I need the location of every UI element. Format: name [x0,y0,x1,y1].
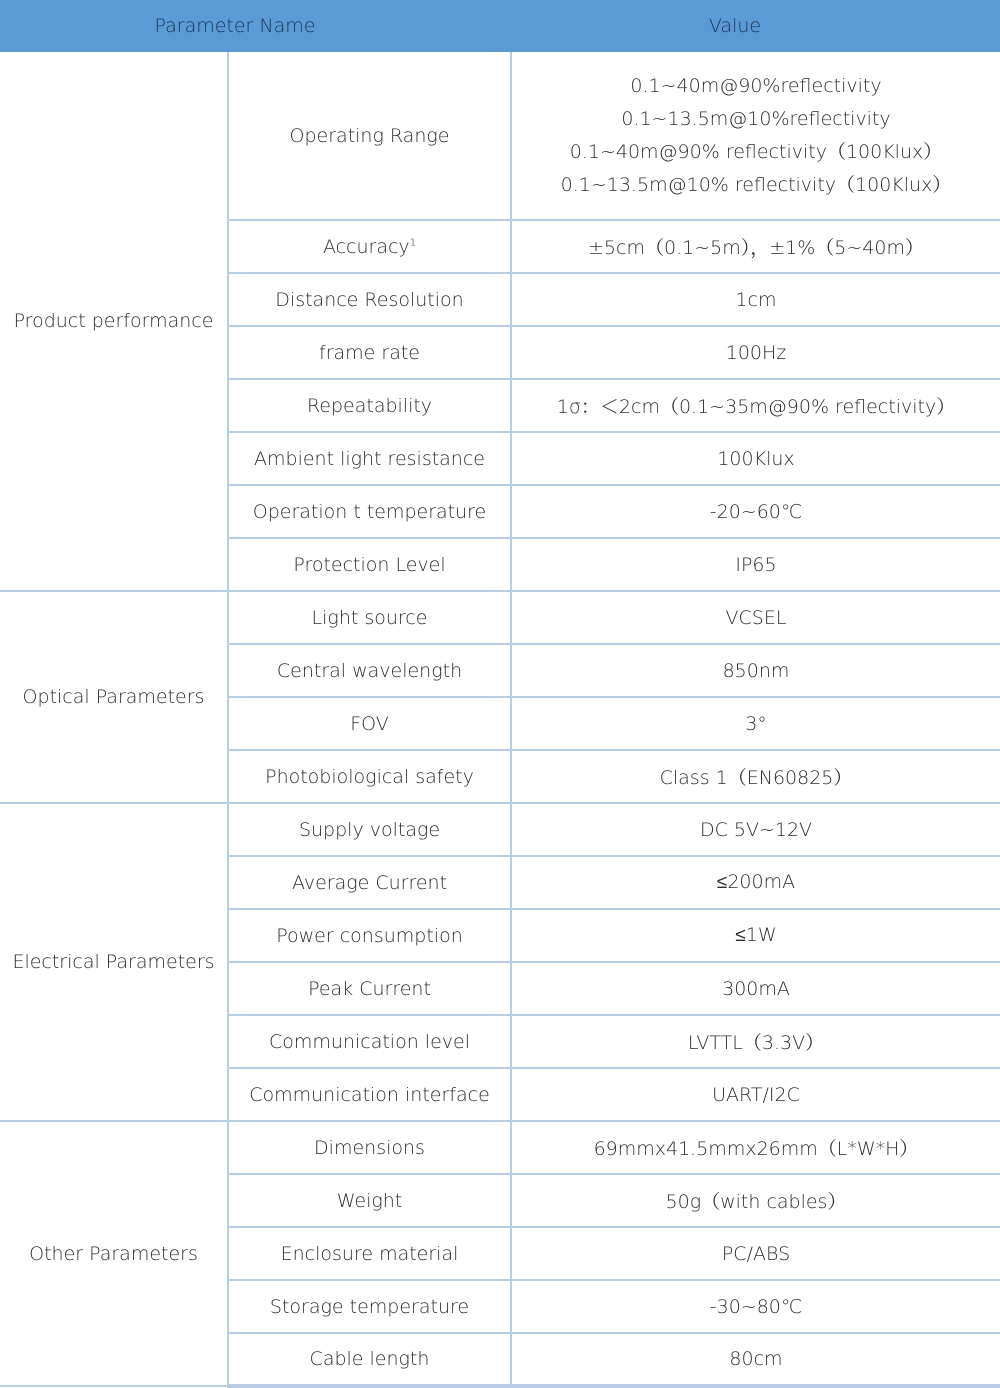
value-cell [511,538,1000,591]
header-parameter-name: Parameter Name [154,15,316,37]
value-cell [511,750,1000,803]
table-header [0,0,1000,52]
value-line: DC 5V~12V [699,818,813,841]
value-line: 0.1~40m@90% reflectivity（100Klux） [569,140,943,163]
param-name-cell [228,856,511,909]
param-name-cell [228,52,511,220]
param-name-cell [228,432,511,485]
value-cell [511,52,1000,220]
value-cell [511,697,1000,750]
param-name-cell [228,220,511,273]
param-name: Storage temperature [269,1295,470,1318]
param-name-cell [228,962,511,1015]
param-name: Repeatability [306,394,433,417]
param-name-cell [228,538,511,591]
param-name: Accuracy [322,235,410,258]
param-name: Enclosure material [280,1242,459,1265]
param-name: Distance Resolution [275,288,464,311]
table-row [0,1121,1000,1174]
header-value: Value [708,15,762,37]
value-line: 100Klux [717,447,795,470]
value-line: -20~60℃ [709,500,803,523]
value-line: 0.1~13.5m@10%reflectivity [621,107,891,130]
param-name: Central wavelength [276,659,463,682]
value-line: 1cm [735,288,777,311]
param-name: frame rate [319,341,420,364]
value-line: 850nm [722,659,790,682]
param-name: Communication interface [249,1083,490,1106]
value-line: 69mmx41.5mmx26mm（L*W*H） [593,1138,919,1160]
value-cell [511,1174,1000,1227]
table-row [0,52,1000,220]
param-name: Ambient light resistance [254,447,485,470]
value-cell [511,1015,1000,1068]
value-line: Class 1（EN60825） [659,767,853,789]
param-name-cell [228,591,511,644]
value-cell [511,326,1000,379]
param-name-cell [228,1121,511,1174]
param-name: Supply voltage [298,818,441,841]
value-line: ±5cm（0.1~5m），±1%（5~40m） [588,237,924,259]
param-name: FOV [350,712,389,735]
value-cell [511,379,1000,432]
value-line: -30~80℃ [709,1295,803,1318]
param-name: Protection Level [293,553,446,576]
value-line: ≤200mA [716,871,796,893]
value-cell [511,856,1000,909]
param-name-cell [228,1174,511,1227]
footnote-marker: 1 [409,237,417,249]
param-name-cell [228,909,511,962]
param-name: Peak Current [308,977,431,1000]
value-cell [511,485,1000,538]
value-cell [511,1333,1000,1386]
value-cell [511,1068,1000,1121]
value-line: VCSEL [725,606,787,629]
param-name-cell [228,1280,511,1333]
param-name: Operating Range [289,124,450,147]
value-line: IP65 [735,553,777,576]
table-row [0,591,1000,644]
param-name-cell [228,1227,511,1280]
value-line: 100Hz [725,341,787,364]
value-line: 3° [745,712,767,735]
value-line: 0.1~13.5m@10% reflectivity（100Klux） [560,173,952,196]
group-label: Electrical Parameters [0,803,228,1121]
param-name-cell [228,273,511,326]
value-line: 0.1~40m@90%reflectivity [630,74,882,97]
value-cell [511,644,1000,697]
param-name-cell [228,1068,511,1121]
value-cell [511,1227,1000,1280]
value-cell [511,591,1000,644]
param-name: Photobiological safety [265,765,474,788]
param-name: Weight [336,1189,403,1212]
param-name: Operation t temperature [252,500,487,523]
group-label: Optical Parameters [0,591,228,803]
param-name-cell [228,1015,511,1068]
param-name: Dimensions [314,1136,425,1159]
value-line: 80cm [729,1348,783,1370]
group-label: Other Parameters [0,1121,228,1386]
value-cell [511,220,1000,273]
group-label: Product performance [0,52,228,591]
param-name-cell [228,485,511,538]
param-name-cell [228,326,511,379]
param-name: Light source [311,606,428,629]
param-name: Cable length [309,1348,430,1370]
value-line: PC/ABS [721,1242,791,1265]
param-name-cell [228,697,511,750]
value-line: 1σ：＜2cm（0.1~35m@90% reflectivity） [556,396,956,418]
param-name-cell [228,803,511,856]
value-line: ≤1W [735,924,777,946]
param-name-cell [228,379,511,432]
value-line: 50g（with cables） [665,1191,847,1213]
param-name: Power consumption [276,924,463,947]
value-cell [511,273,1000,326]
param-name-cell [228,1333,511,1386]
spec-table [0,52,1000,1388]
value-cell [511,1121,1000,1174]
value-cell [511,962,1000,1015]
param-name-cell [228,644,511,697]
param-name: Average Current [291,871,448,894]
value-cell [511,1280,1000,1333]
param-name-cell [228,750,511,803]
table-row [0,803,1000,856]
value-line: UART/I2C [712,1083,800,1106]
value-cell [511,432,1000,485]
value-cell [511,803,1000,856]
param-name: Communication level [269,1030,470,1053]
value-line: 300mA [722,977,790,1000]
value-cell [511,909,1000,962]
value-line: LVTTL（3.3V） [687,1032,825,1054]
